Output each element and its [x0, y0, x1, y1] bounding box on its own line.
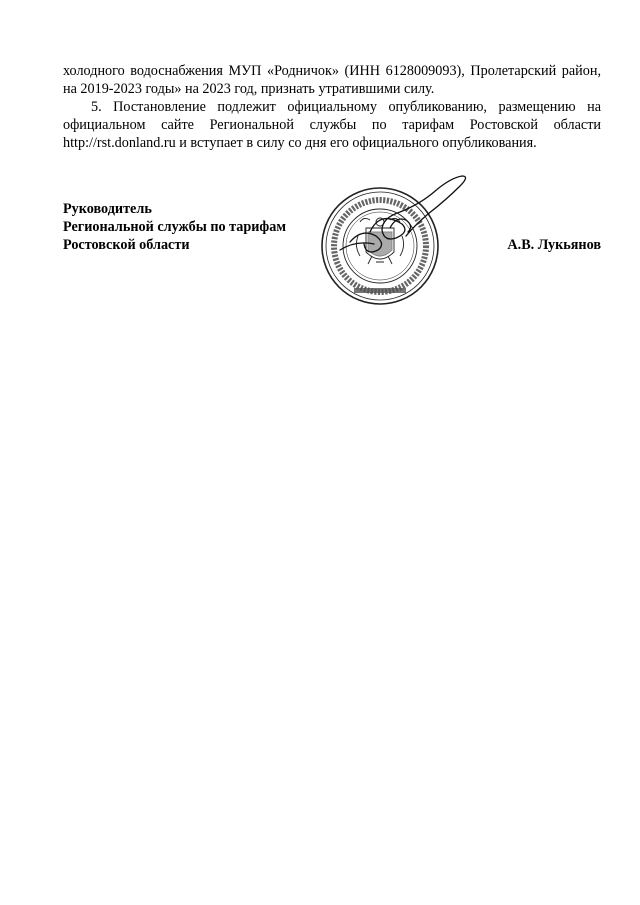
- signatory-title-line-1: Руководитель: [63, 201, 152, 217]
- body-paragraph-continued: холодного водоснабжения МУП «Родничок» (ИНН 6128009093), Пролетарский район, на 2019-2023 годы» на 2023 год, признать утратившими силу.: [63, 63, 601, 97]
- official-seal-with-signature: [310, 170, 475, 310]
- handwritten-signature: [340, 176, 466, 252]
- signer-name: А.В. Лукьянов: [507, 237, 601, 253]
- signatory-title-line-3: Ростовской области: [63, 237, 190, 253]
- seal-stamp: [322, 188, 438, 304]
- signatory-title-line-2: Региональной службы по тарифам: [63, 219, 287, 235]
- signatory-title-block: [63, 200, 286, 254]
- body-paragraph-5: 5. Постановление подлежит официальному опубликованию, размещению на официальном сайте Региональной службы по тарифам Ростовской области http://rst.donland.ru и вступает в силу со дня его официального опубликования.: [63, 99, 601, 151]
